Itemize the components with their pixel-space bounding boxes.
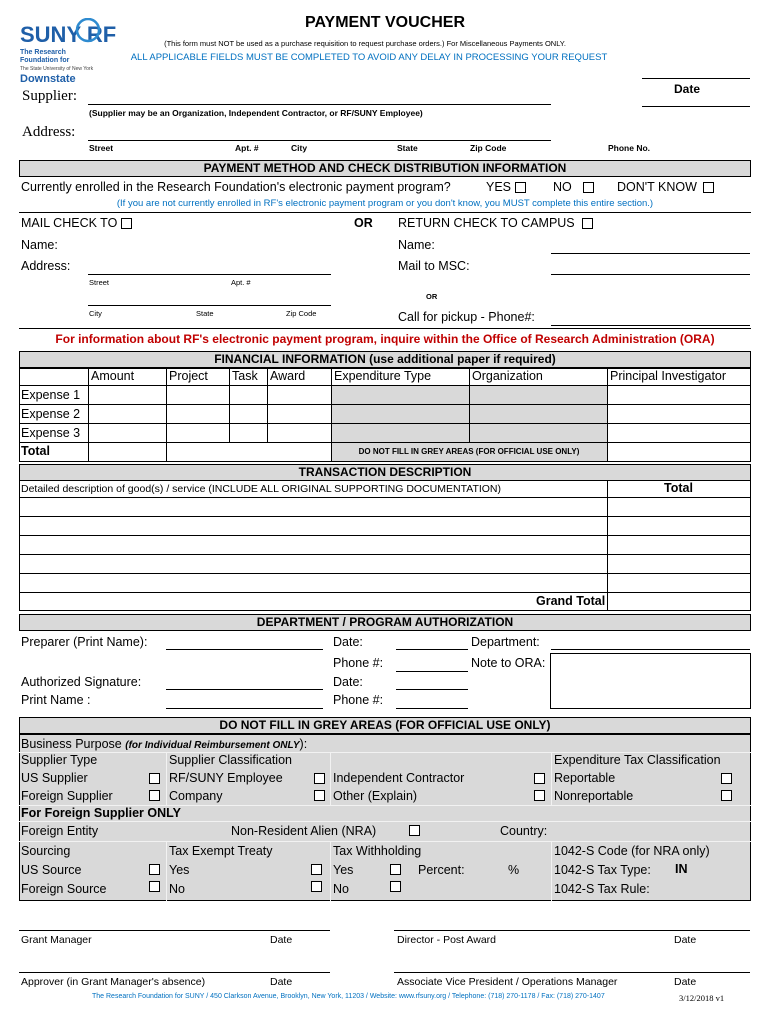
us-source-label: US Source	[21, 863, 82, 877]
col-organization: Organization	[472, 369, 543, 383]
mail-address-label: Address:	[21, 259, 71, 273]
grey-area-note: DO NOT FILL IN GREY AREAS (FOR OFFICIAL USE ONLY)	[358, 447, 580, 456]
tax-exempt-treaty-label: Tax Exempt Treaty	[169, 844, 273, 858]
auth-phone2-label: Phone #:	[333, 693, 384, 707]
sig-date3-label: Date	[270, 976, 293, 988]
nonreportable-checkbox[interactable]	[721, 790, 732, 801]
enrolled-dont-know-checkbox[interactable]	[703, 182, 714, 193]
state-label: State	[397, 143, 418, 153]
grant-manager-label: Grant Manager	[21, 934, 92, 946]
logo-campus: Downstate	[20, 73, 76, 85]
independent-contractor-label: Independent Contractor	[333, 771, 465, 785]
mail-state-label: State	[196, 309, 214, 318]
foreign-only-label: For Foreign Supplier ONLY	[21, 806, 181, 820]
withholding-yes-checkbox[interactable]	[390, 864, 401, 875]
col-award: Award	[270, 369, 306, 383]
other-explain-checkbox[interactable]	[534, 790, 545, 801]
city-label: City	[291, 143, 308, 153]
percent-sign: %	[508, 863, 520, 877]
country-label: Country:	[500, 824, 548, 838]
supplier-note: (Supplier may be an Organization, Independent Contractor, or RF/SUNY Employee)	[89, 108, 423, 118]
row-total: Total	[21, 444, 50, 458]
col-principal-investigator: Principal Investigator	[610, 369, 727, 383]
mail-apt-label: Apt. #	[231, 278, 251, 287]
supplier-type-label: Supplier Type	[21, 753, 98, 767]
approver-label: Approver (in Grant Manager's absence)	[21, 976, 206, 988]
transaction-desc-label: Detailed description of good(s) / service (INCLUDE ALL ORIGINAL SUPPORTING DOCUMENTATION)	[21, 483, 502, 495]
other-explain-label: Other (Explain)	[333, 789, 418, 803]
withholding-yes-label: Yes	[333, 863, 354, 877]
foreign-entity-label: Foreign Entity	[21, 824, 99, 838]
nra-checkbox[interactable]	[409, 825, 420, 836]
avp-label: Associate Vice President / Operations Manager	[397, 976, 618, 988]
apt-label: Apt. #	[235, 143, 259, 153]
row-expense-2: Expense 2	[21, 407, 81, 421]
dont-know-label: DON'T KNOW	[617, 180, 697, 194]
us-source-checkbox[interactable]	[149, 864, 160, 875]
mail-check-checkbox[interactable]	[121, 218, 132, 229]
return-check-label: RETURN CHECK TO CAMPUS	[398, 216, 575, 230]
foreign-supplier-label: Foreign Supplier	[21, 789, 113, 803]
company-label: Company	[169, 789, 223, 803]
date-label: Date	[674, 82, 701, 96]
mail-check-label: MAIL CHECK TO	[21, 216, 118, 230]
mail-city-label: City	[89, 309, 102, 318]
transaction-total-label: Total	[664, 481, 693, 495]
logo-org-line1: The Research	[20, 49, 66, 56]
reportable-label: Reportable	[554, 771, 616, 785]
ora-info-line: For information about RF's electronic payment program, inquire within the Office of Research Administration (ORA)	[55, 332, 715, 346]
foreign-supplier-checkbox[interactable]	[149, 790, 160, 801]
campus-name-label: Name:	[398, 238, 435, 252]
zip-label: Zip Code	[470, 143, 507, 153]
code-1042s-label: 1042-S Code (for NRA only)	[554, 844, 710, 858]
tax-rule-label: 1042-S Tax Rule:	[554, 882, 650, 896]
business-purpose-close: ):	[299, 737, 308, 751]
footer-address: The Research Foundation for SUNY / 450 Clarkson Avenue, Brooklyn, New York, 11203 / Website: www.rfsuny.org / Telephone: (718) 270-1178 / Fax: (718) 270-1407	[92, 993, 605, 1000]
return-check-checkbox[interactable]	[582, 218, 593, 229]
department-label: Department:	[471, 635, 540, 649]
col-project: Project	[169, 369, 208, 383]
foreign-source-checkbox[interactable]	[149, 881, 160, 892]
logo-brand-text: SUNY RF	[20, 22, 117, 47]
page-title: PAYMENT VOUCHER	[304, 14, 466, 31]
company-checkbox[interactable]	[314, 790, 325, 801]
official-header: DO NOT FILL IN GREY AREAS (FOR OFFICIAL USE ONLY)	[19, 717, 751, 734]
reportable-checkbox[interactable]	[721, 773, 732, 784]
mail-address-line[interactable]	[88, 274, 331, 275]
treaty-yes-checkbox[interactable]	[311, 864, 322, 875]
director-label: Director - Post Award	[397, 934, 497, 946]
note-ora-box[interactable]	[550, 653, 751, 709]
auth-sig-label: Authorized Signature:	[21, 675, 142, 689]
print-name-label: Print Name :	[21, 693, 91, 707]
logo-org-line3: The State University of New York	[20, 66, 94, 72]
auth-date2-label: Date:	[333, 675, 363, 689]
business-purpose-note: (for Individual Reimbursement ONLY	[125, 740, 300, 751]
enrolled-yes-checkbox[interactable]	[515, 182, 526, 193]
sig-date2-label: Date	[674, 934, 697, 946]
transaction-header: TRANSACTION DESCRIPTION	[19, 464, 751, 481]
mail-name-label: Name:	[21, 238, 58, 252]
financial-header: FINANCIAL INFORMATION (use additional paper if required)	[19, 351, 751, 368]
percent-label: Percent:	[418, 863, 465, 877]
foreign-source-label: Foreign Source	[21, 882, 107, 896]
exp-tax-class-label: Expenditure Tax Classification	[554, 753, 721, 767]
auth-sig-line[interactable]	[166, 689, 323, 690]
enroll-note: (If you are not currently enrolled in RF's electronic payment program or you don't know, you MUST complete this entire section.)	[116, 198, 654, 209]
header-note: (This form must NOT be used as a purchase requisition to request purchase orders.) For Miscellaneous Payments ONLY.	[164, 39, 566, 48]
supplier-label: Supplier:	[22, 88, 77, 104]
tax-type-label: 1042-S Tax Type:	[554, 863, 651, 877]
treaty-yes-label: Yes	[169, 863, 190, 877]
col-expenditure-type: Expenditure Type	[334, 369, 432, 383]
grand-total-label: Grand Total	[536, 594, 606, 608]
payment-method-header: PAYMENT METHOD AND CHECK DISTRIBUTION INFORMATION	[19, 160, 751, 177]
treaty-no-checkbox[interactable]	[311, 881, 322, 892]
sourcing-label: Sourcing	[21, 844, 71, 858]
preparer-line[interactable]	[166, 649, 323, 650]
treaty-no-label: No	[169, 882, 185, 896]
row-expense-3: Expense 3	[21, 426, 81, 440]
col-amount: Amount	[91, 369, 135, 383]
street-label: Street	[89, 143, 114, 153]
mail-street-label: Street	[89, 278, 110, 287]
rf-suny-employee-checkbox[interactable]	[314, 773, 325, 784]
phone-label: Phone No.	[608, 143, 651, 153]
footer-version: 3/12/2018 v1	[679, 993, 725, 1003]
supplier-class-label: Supplier Classification	[169, 753, 292, 767]
no-label: NO	[553, 180, 572, 194]
note-ora-label: Note to ORA:	[471, 656, 546, 670]
preparer-label: Preparer (Print Name):	[21, 635, 148, 649]
or-small-label: OR	[426, 292, 438, 301]
sig-date4-label: Date	[674, 976, 697, 988]
withholding-no-label: No	[333, 882, 349, 896]
col-task: Task	[232, 369, 258, 383]
call-pickup-label: Call for pickup - Phone#:	[398, 310, 535, 324]
independent-contractor-checkbox[interactable]	[534, 773, 545, 784]
auth-phone1-label: Phone #:	[333, 656, 384, 670]
mail-zip-label: Zip Code	[286, 309, 317, 318]
auth-date1-label: Date:	[333, 635, 363, 649]
enrolled-question: Currently enrolled in the Research Foundation's electronic payment program?	[21, 180, 451, 194]
nra-label: Non-Resident Alien (NRA)	[231, 824, 377, 838]
mail-msc-label: Mail to MSC:	[398, 259, 470, 273]
us-supplier-checkbox[interactable]	[149, 773, 160, 784]
yes-label: YES	[486, 180, 512, 194]
withholding-no-checkbox[interactable]	[390, 881, 401, 892]
address-label: Address:	[22, 124, 76, 140]
tax-withholding-label: Tax Withholding	[333, 844, 422, 858]
or-label: OR	[354, 216, 373, 230]
rf-suny-employee-label: RF/SUNY Employee	[169, 771, 283, 785]
enrolled-no-checkbox[interactable]	[583, 182, 594, 193]
header-warning: ALL APPLICABLE FIELDS MUST BE COMPLETED TO AVOID ANY DELAY IN PROCESSING YOUR REQUEST	[130, 52, 608, 63]
authorization-header: DEPARTMENT / PROGRAM AUTHORIZATION	[19, 614, 751, 631]
business-purpose-label: Business Purpose	[21, 737, 122, 751]
tax-type-value: IN	[675, 862, 688, 876]
row-expense-1: Expense 1	[21, 388, 81, 402]
us-supplier-label: US Supplier	[21, 771, 88, 785]
sig-date1-label: Date	[270, 934, 293, 946]
logo-org-line2: Foundation for	[20, 57, 70, 64]
nonreportable-label: Nonreportable	[554, 789, 634, 803]
